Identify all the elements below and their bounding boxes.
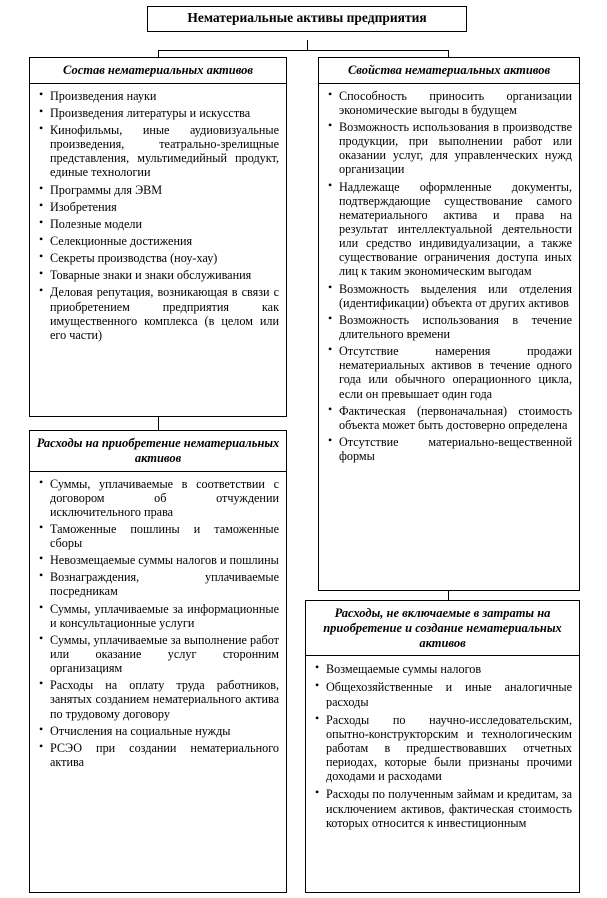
list-item: • Суммы, уплачиваемые в соответствии с договором об отчуждении исключительного права [36,477,279,519]
diagram-title: Нематериальные активы предприятия [147,6,467,32]
list-item: • Отсутствие материально-вещественной формы [325,435,572,463]
list-item: • Вознаграждения, уплачиваемые посредникам [36,570,279,598]
panel-expenses [29,430,287,893]
list-item: • РСЭО при создании нематериального актива [36,741,279,769]
list-item: • Отсутствие намерения продажи нематериальных активов в течение одного года или обычного операционного цикла, если он превышает один года [325,344,572,401]
list-item: • Таможенные пошлины и таможенные сборы [36,522,279,550]
connector-horizontal [158,50,449,51]
connector-left-down [158,50,159,57]
list-item: • Селекционные достижения [36,234,279,248]
list-item: • Общехозяйственные и иные аналогичные расходы [312,680,572,708]
panel-properties-heading: Свойства нематериальных активов [319,58,579,84]
expenses-list [36,477,279,770]
panel-excluded-heading: Расходы, не включаемые в затраты на приобретение и создание нематериальных активов [306,601,579,656]
list-item: • Расходы на оплату труда работников, занятых созданием нематериального актива по трудовому договору [36,678,279,720]
list-item: • Способность приносить организации экономические выгоды в будущем [325,89,572,117]
list-item: • Произведения науки [36,89,279,103]
list-item: • Кинофильмы, иные аудиовизуальные произведения, театрально-зрелищные представления, мультимедийный продукт, единые технологии [36,123,279,180]
list-item: • Произведения литературы и искусства [36,106,279,120]
list-item: • Программы для ЭВМ [36,183,279,197]
list-item: • Товарные знаки и знаки обслуживания [36,268,279,282]
panel-expenses-body [30,472,286,777]
list-item: • Возможность использования в производстве продукции, при выполнении работ или оказании услуг, для управленческих нужд организации [325,120,572,177]
list-item: • Изобретения [36,200,279,214]
properties-list [325,89,572,464]
list-item: • Расходы по научно-исследовательским, опытно-конструкторским и технологическим работам в предшествовавших отчетных периодах, которые были признаны прочими доходами и расходами [312,713,572,784]
list-item: • Секреты производства (ноу-хау) [36,251,279,265]
connector-title-down [307,40,308,50]
connector-composition-expenses [158,417,159,430]
panel-composition-heading: Состав нематериальных активов [30,58,286,84]
panel-expenses-heading: Расходы на приобретение нематериальных активов [30,431,286,472]
list-item: • Расходы по полученным займам и кредитам, за исключением активов, фактическая стоимость которых относится к инвестиционным [312,787,572,829]
list-item: • Полезные модели [36,217,279,231]
list-item: • Возможность использования в течение длительного времени [325,313,572,341]
excluded-list [312,662,572,830]
list-item: • Отчисления на социальные нужды [36,724,279,738]
panel-composition-body [30,84,286,349]
list-item: • Невозмещаемые суммы налогов и пошлины [36,553,279,567]
connector-right-down [448,50,449,57]
list-item: • Деловая репутация, возникающая в связи с приобретением предприятия как имущественного комплекса (в целом или его части) [36,285,279,342]
panel-composition [29,57,287,417]
connector-properties-excluded [448,591,449,600]
list-item: • Возможность выделения или отделения (идентификации) объекта от других активов [325,282,572,310]
composition-list [36,89,279,342]
panel-properties [318,57,580,591]
list-item: • Суммы, уплачиваемые за информационные и консультационные услуги [36,602,279,630]
panel-properties-body [319,84,579,471]
list-item: • Надлежаще оформленные документы, подтверждающие существование самого нематериального актива и права на результат интеллектуальной деятельности или средство индивидуализации, а также существование ограничения доступа иных лиц к таким экономическим выгодам [325,180,572,279]
list-item: • Фактическая (первоначальная) стоимость объекта может быть достоверно определена [325,404,572,432]
panel-excluded [305,600,580,893]
list-item: • Возмещаемые суммы налогов [312,662,572,676]
panel-excluded-body [306,656,579,838]
list-item: • Суммы, уплачиваемые за выполнение работ или оказание услуг сторонним организациям [36,633,279,675]
